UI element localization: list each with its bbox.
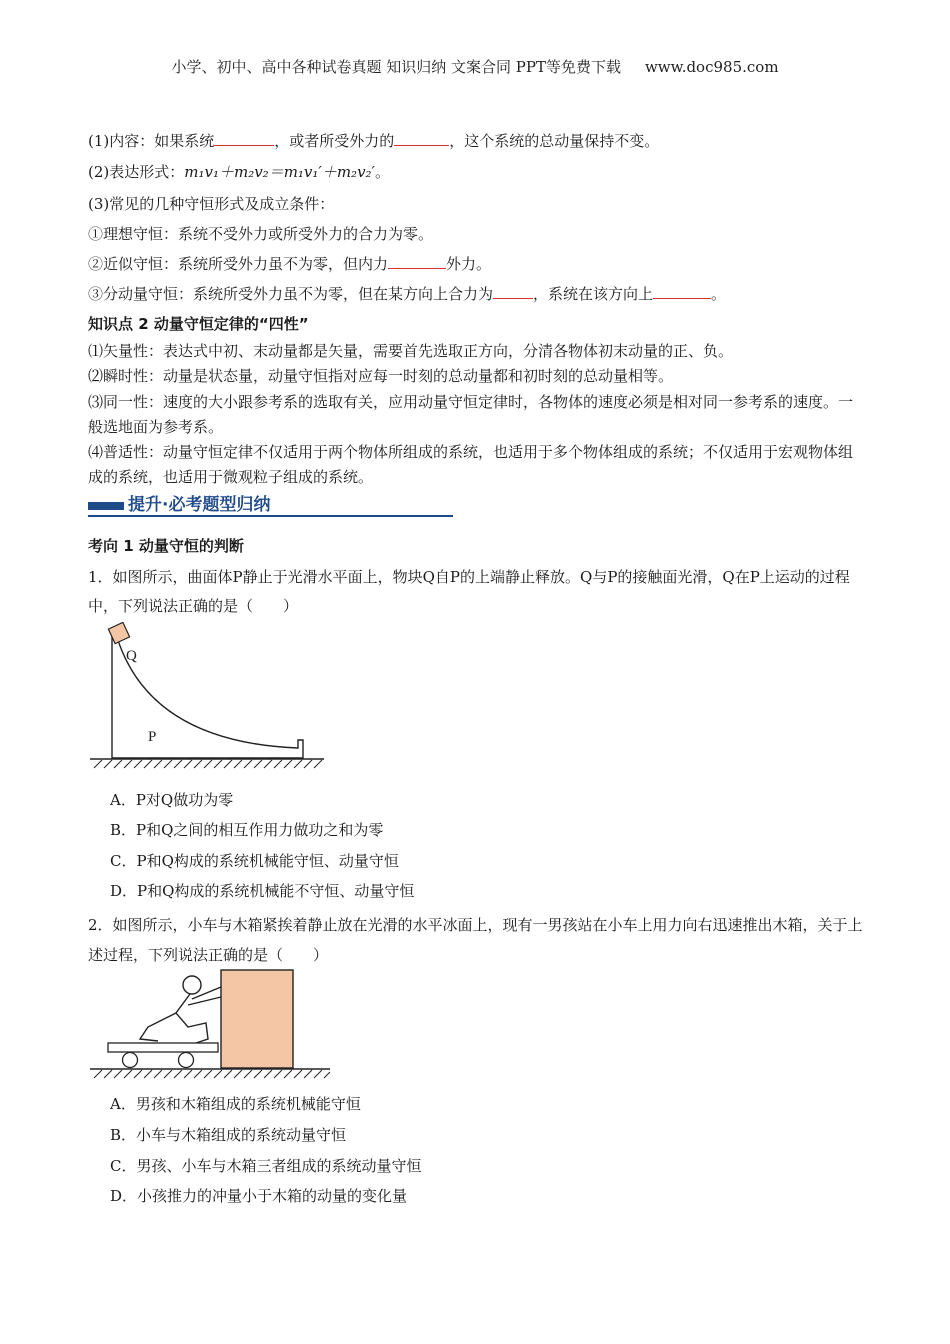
answer-blank	[394, 131, 449, 146]
ground-hatching	[90, 759, 324, 768]
knowledge-point-2-title: 知识点 2 动量守恒定律的“四性”	[88, 315, 309, 333]
q1-option-b[interactable]: B．P和Q之间的相互作用力做功之和为零	[110, 821, 384, 839]
q1-option-c[interactable]: C．P和Q构成的系统机械能守恒、动量守恒	[110, 852, 399, 870]
content-line-6: ③分动量守恒：系统所受外力虽不为零，但在某方向上合力为 ，系统在该方向上 。	[88, 285, 727, 303]
answer-blank	[653, 284, 711, 299]
section-title: 提升·必考题型归纳	[128, 495, 271, 515]
label-p: P	[148, 729, 157, 745]
question-2-stem: 2．如图所示，小车与木箱紧挨着静止放在光滑的水平冰面上，现有一男孩站在小车上用力向右迅速推出木箱，关于上述过程，下列说法正确的是（ ）	[88, 916, 863, 964]
cart-wheel	[179, 1053, 194, 1068]
boy-figure	[140, 976, 221, 1043]
q2-option-c[interactable]: C．男孩、小车与木箱三者组成的系统动量守恒	[110, 1157, 422, 1175]
section-banner	[88, 490, 453, 518]
content-line-5: ②近似守恒：系统所受外力虽不为零，但内力 外力。	[88, 255, 492, 273]
q2-option-b[interactable]: B．小车与木箱组成的系统动量守恒	[110, 1126, 347, 1144]
property-vector: ⑴矢量性：表达式中初、末动量都是矢量，需要首先选取正方向，分清各物体初末动量的正、负。	[88, 342, 734, 360]
q2-option-d[interactable]: D．小孩推力的冲量小于木箱的动量的变化量	[110, 1187, 408, 1205]
header-site: www.doc985.com	[644, 58, 779, 76]
wooden-box	[221, 970, 293, 1068]
property-sameness: ⑶同一性：速度的大小跟参考系的选取有关，应用动量守恒定律时，各物体的速度必须是相对同一参考系的速度。一般选地面为参考系。	[88, 393, 854, 436]
figure-curved-block	[88, 622, 328, 772]
kaoxiang-title: 考向 1 动量守恒的判断	[88, 537, 244, 555]
header-text: 小学、初中、高中各种试卷真题 知识归纳 文案合同 PPT等免费下载	[171, 58, 621, 76]
label-q: Q	[126, 648, 137, 664]
answer-blank	[214, 131, 274, 146]
q1-option-d[interactable]: D．P和Q构成的系统机械能不守恒、动量守恒	[110, 882, 415, 900]
content-line-2: (2)表达形式：m₁v₁＋m₂v₂＝m₁v₁′＋m₂v₂′。	[88, 163, 390, 181]
cart-wheel	[123, 1053, 138, 1068]
curved-body-p	[112, 634, 303, 758]
answer-blank	[493, 284, 533, 299]
content-line-3: (3)常见的几种守恒形式及成立条件：	[88, 195, 335, 213]
q1-option-a[interactable]: A．P对Q做功为零	[110, 791, 234, 809]
figure-cart-box	[88, 965, 333, 1085]
q2-option-a[interactable]: A．男孩和木箱组成的系统机械能守恒	[110, 1095, 361, 1113]
answer-blank	[388, 254, 446, 269]
content-line-4: ①理想守恒：系统不受外力或所受外力的合力为零。	[88, 225, 434, 243]
property-universality: ⑷普适性：动量守恒定律不仅适用于两个物体所组成的系统，也适用于多个物体组成的系统；不仅适用于宏观物体组成的系统，也适用于微观粒子组成的系统。	[88, 443, 854, 486]
question-1-stem: 1．如图所示，曲面体P静止于光滑水平面上，物块Q自P的上端静止释放。Q与P的接触面光滑，Q在P上运动的过程中，下列说法正确的是（ ）	[88, 568, 850, 615]
page-header	[0, 56, 950, 77]
ground-hatching	[90, 1069, 330, 1078]
content-line-1: (1)内容：如果系统 ，或者所受外力的 ，这个系统的总动量保持不变。	[88, 132, 660, 150]
momentum-formula: m₁v₁＋m₂v₂＝m₁v₁′＋m₂v₂′	[184, 163, 375, 181]
property-instantaneous: ⑵瞬时性：动量是状态量，动量守恒指对应每一时刻的总动量都和初时刻的总动量相等。	[88, 367, 674, 385]
cart-deck	[108, 1043, 218, 1052]
